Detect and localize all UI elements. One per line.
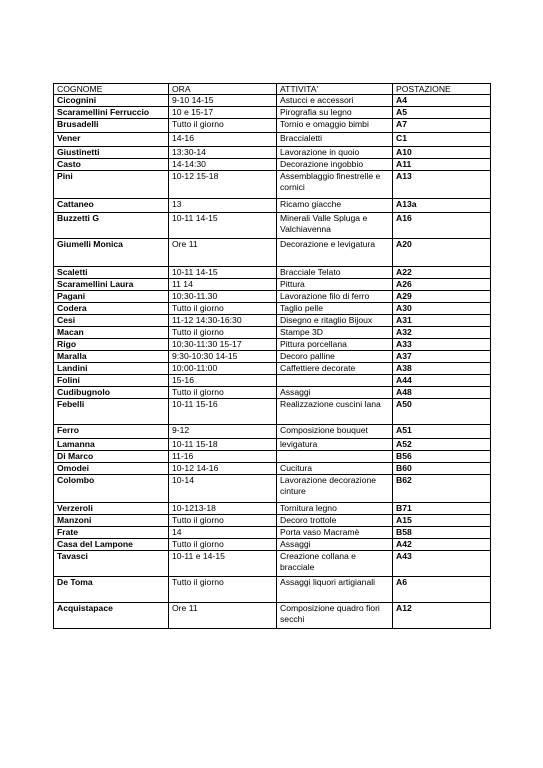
- cell-postazione: A38: [393, 363, 491, 375]
- table-row: [54, 213, 491, 239]
- cell-ora: Tutto il giorno: [169, 577, 277, 603]
- cell-ora: 15-16: [169, 375, 277, 387]
- cell-postazione: A13a: [393, 199, 491, 213]
- cell-attivita: [277, 451, 393, 463]
- cell-ora: Tutto il giorno: [169, 539, 277, 551]
- cell-attivita: Astucci e accessori: [277, 95, 393, 107]
- cell-ora: 10-12 14-16: [169, 463, 277, 475]
- cell-cognome: Codera: [54, 303, 169, 315]
- cell-ora: 10:30-11.30: [169, 291, 277, 303]
- cell-attivita: Ricamo giacche: [277, 199, 393, 213]
- cell-ora: 10-11 14-15: [169, 267, 277, 279]
- table-row: [54, 439, 491, 451]
- cell-ora: 10 e 15-17: [169, 107, 277, 119]
- cell-ora: Ore 11: [169, 239, 277, 267]
- cell-postazione: A37: [393, 351, 491, 363]
- cell-cognome: Ferro: [54, 425, 169, 439]
- cell-postazione: A42: [393, 539, 491, 551]
- table-row: [54, 539, 491, 551]
- cell-attivita: Composizione bouquet: [277, 425, 393, 439]
- table-row: [54, 315, 491, 327]
- cell-postazione: A5: [393, 107, 491, 119]
- cell-attivita: Caffettiere decorate: [277, 363, 393, 375]
- cell-cognome: Macan: [54, 327, 169, 339]
- cell-cognome: Omodei: [54, 463, 169, 475]
- cell-cognome: Scaramellini Ferruccio: [54, 107, 169, 119]
- cell-attivita: Assaggi liquori artigianali: [277, 577, 393, 603]
- cell-attivita: Minerali Valle Spluga e Valchiavenna: [277, 213, 393, 239]
- cell-cognome: Verzeroli: [54, 503, 169, 515]
- cell-cognome: De Toma: [54, 577, 169, 603]
- header-attivita: ATTIVITA': [277, 84, 393, 95]
- table-row: [54, 425, 491, 439]
- cell-attivita: Disegno e ritaglio Bijoux: [277, 315, 393, 327]
- table-row: [54, 327, 491, 339]
- cell-postazione: A20: [393, 239, 491, 267]
- table-row: [54, 95, 491, 107]
- cell-postazione: A15: [393, 515, 491, 527]
- cell-attivita: Stampe 3D: [277, 327, 393, 339]
- cell-attivita: Taglio pelle: [277, 303, 393, 315]
- cell-cognome: Maralla: [54, 351, 169, 363]
- cell-attivita: Realizzazione cuscini lana: [277, 399, 393, 425]
- cell-cognome: Rigo: [54, 339, 169, 351]
- cell-postazione: A10: [393, 147, 491, 159]
- cell-postazione: A51: [393, 425, 491, 439]
- cell-postazione: A43: [393, 551, 491, 577]
- table-row: [54, 603, 491, 629]
- cell-ora: 14-14:30: [169, 159, 277, 171]
- cell-postazione: A22: [393, 267, 491, 279]
- cell-postazione: C1: [393, 133, 491, 147]
- cell-postazione: A30: [393, 303, 491, 315]
- cell-ora: 11-16: [169, 451, 277, 463]
- cell-attivita: Tornitura legno: [277, 503, 393, 515]
- table-row: [54, 199, 491, 213]
- cell-attivita: Lavorazione filo di ferro: [277, 291, 393, 303]
- table-row: [54, 303, 491, 315]
- cell-cognome: Cicognini: [54, 95, 169, 107]
- schedule-table-body: [54, 84, 491, 629]
- cell-cognome: Casto: [54, 159, 169, 171]
- table-row: [54, 387, 491, 399]
- table-row: [54, 107, 491, 119]
- cell-ora: 10-14: [169, 475, 277, 503]
- table-row: [54, 119, 491, 133]
- table-row: [54, 171, 491, 199]
- cell-postazione: A48: [393, 387, 491, 399]
- cell-attivita: Pittura porcellana: [277, 339, 393, 351]
- table-row: [54, 515, 491, 527]
- cell-cognome: Cesi: [54, 315, 169, 327]
- cell-attivita: Lavorazione in quoio: [277, 147, 393, 159]
- cell-ora: 10:00-11:00: [169, 363, 277, 375]
- table-row: [54, 279, 491, 291]
- cell-attivita: Porta vaso Macramè: [277, 527, 393, 539]
- cell-ora: Tutto il giorno: [169, 119, 277, 133]
- cell-cognome: Cattaneo: [54, 199, 169, 213]
- cell-cognome: Colombo: [54, 475, 169, 503]
- cell-attivita: Cucitura: [277, 463, 393, 475]
- table-row: [54, 159, 491, 171]
- table-row: [54, 463, 491, 475]
- header-postazione: POSTAZIONE: [393, 84, 491, 95]
- cell-attivita: Composizione quadro fiori secchi: [277, 603, 393, 629]
- cell-attivita: Tornio e omaggio bimbi: [277, 119, 393, 133]
- table-row: [54, 291, 491, 303]
- cell-ora: 10-12 15-18: [169, 171, 277, 199]
- cell-ora: 11-12 14:30-16:30: [169, 315, 277, 327]
- cell-cognome: Casa del Lampone: [54, 539, 169, 551]
- cell-cognome: Giumelli Monica: [54, 239, 169, 267]
- cell-ora: 10-11 15-18: [169, 439, 277, 451]
- cell-cognome: Buzzetti G: [54, 213, 169, 239]
- cell-ora: 9:30-10:30 14-15: [169, 351, 277, 363]
- cell-ora: 14: [169, 527, 277, 539]
- table-row: [54, 133, 491, 147]
- cell-attivita: Decorazione ingobbio: [277, 159, 393, 171]
- cell-postazione: A44: [393, 375, 491, 387]
- cell-cognome: Pagani: [54, 291, 169, 303]
- cell-postazione: B62: [393, 475, 491, 503]
- header-ora: ORA: [169, 84, 277, 95]
- cell-cognome: Lamanna: [54, 439, 169, 451]
- cell-ora: 10-11 e 14-15: [169, 551, 277, 577]
- cell-cognome: Brusadelli: [54, 119, 169, 133]
- cell-cognome: Manzoni: [54, 515, 169, 527]
- cell-ora: Tutto il giorno: [169, 327, 277, 339]
- cell-ora: 13: [169, 199, 277, 213]
- table-row: [54, 147, 491, 159]
- table-row: [54, 351, 491, 363]
- cell-postazione: B56: [393, 451, 491, 463]
- cell-cognome: Scaletti: [54, 267, 169, 279]
- cell-ora: 10:30-11:30 15-17: [169, 339, 277, 351]
- cell-attivita: Pittura: [277, 279, 393, 291]
- cell-cognome: Giustinetti: [54, 147, 169, 159]
- cell-postazione: A32: [393, 327, 491, 339]
- cell-cognome: Tavasci: [54, 551, 169, 577]
- table-row: [54, 451, 491, 463]
- cell-cognome: Pini: [54, 171, 169, 199]
- cell-cognome: Di Marco: [54, 451, 169, 463]
- table-row: [54, 267, 491, 279]
- cell-postazione: A11: [393, 159, 491, 171]
- cell-attivita: Assaggi: [277, 539, 393, 551]
- cell-postazione: B60: [393, 463, 491, 475]
- cell-ora: 14-16: [169, 133, 277, 147]
- header-cognome: COGNOME: [54, 84, 169, 95]
- cell-ora: Tutto il giorno: [169, 303, 277, 315]
- table-row: [54, 475, 491, 503]
- cell-ora: 10-11 14-15: [169, 213, 277, 239]
- table-row: [54, 527, 491, 539]
- cell-attivita: Decoro palline: [277, 351, 393, 363]
- cell-cognome: Vener: [54, 133, 169, 147]
- cell-cognome: Landini: [54, 363, 169, 375]
- cell-attivita: Assaggi: [277, 387, 393, 399]
- table-row: [54, 551, 491, 577]
- table-header-row: [54, 84, 491, 95]
- table-row: [54, 375, 491, 387]
- cell-postazione: A16: [393, 213, 491, 239]
- table-row: [54, 339, 491, 351]
- cell-ora: 11 14: [169, 279, 277, 291]
- cell-cognome: Acquistapace: [54, 603, 169, 629]
- cell-attivita: levigatura: [277, 439, 393, 451]
- cell-attivita: Assemblaggio finestrelle e cornici: [277, 171, 393, 199]
- cell-ora: 9-12: [169, 425, 277, 439]
- cell-postazione: B71: [393, 503, 491, 515]
- cell-cognome: Frate: [54, 527, 169, 539]
- cell-attivita: Decoro trottole: [277, 515, 393, 527]
- cell-postazione: A6: [393, 577, 491, 603]
- cell-attivita: Bracciale Telato: [277, 267, 393, 279]
- table-row: [54, 577, 491, 603]
- cell-cognome: Scaramellini Laura: [54, 279, 169, 291]
- cell-postazione: A52: [393, 439, 491, 451]
- cell-attivita: Braccialetti: [277, 133, 393, 147]
- cell-attivita: [277, 375, 393, 387]
- cell-postazione: A13: [393, 171, 491, 199]
- cell-ora: Ore 11: [169, 603, 277, 629]
- cell-cognome: Cudibugnolo: [54, 387, 169, 399]
- cell-cognome: Febelli: [54, 399, 169, 425]
- cell-attivita: Decorazione e levigatura: [277, 239, 393, 267]
- table-row: [54, 399, 491, 425]
- cell-postazione: A26: [393, 279, 491, 291]
- cell-ora: 10-1213-18: [169, 503, 277, 515]
- cell-ora: 13:30-14: [169, 147, 277, 159]
- cell-postazione: A12: [393, 603, 491, 629]
- schedule-table: [53, 83, 491, 629]
- table-row: [54, 363, 491, 375]
- cell-ora: Tutto il giorno: [169, 515, 277, 527]
- cell-attivita: Lavorazione decorazione cinture: [277, 475, 393, 503]
- cell-postazione: A4: [393, 95, 491, 107]
- cell-ora: 9-10 14-15: [169, 95, 277, 107]
- cell-cognome: Folini: [54, 375, 169, 387]
- cell-ora: Tutto il giorno: [169, 387, 277, 399]
- cell-postazione: A7: [393, 119, 491, 133]
- cell-attivita: Pirografia su legno: [277, 107, 393, 119]
- cell-ora: 10-11 15-16: [169, 399, 277, 425]
- cell-postazione: A50: [393, 399, 491, 425]
- cell-postazione: B58: [393, 527, 491, 539]
- cell-postazione: A31: [393, 315, 491, 327]
- table-row: [54, 239, 491, 267]
- cell-attivita: Creazione collana e bracciale: [277, 551, 393, 577]
- table-row: [54, 503, 491, 515]
- cell-postazione: A29: [393, 291, 491, 303]
- cell-postazione: A33: [393, 339, 491, 351]
